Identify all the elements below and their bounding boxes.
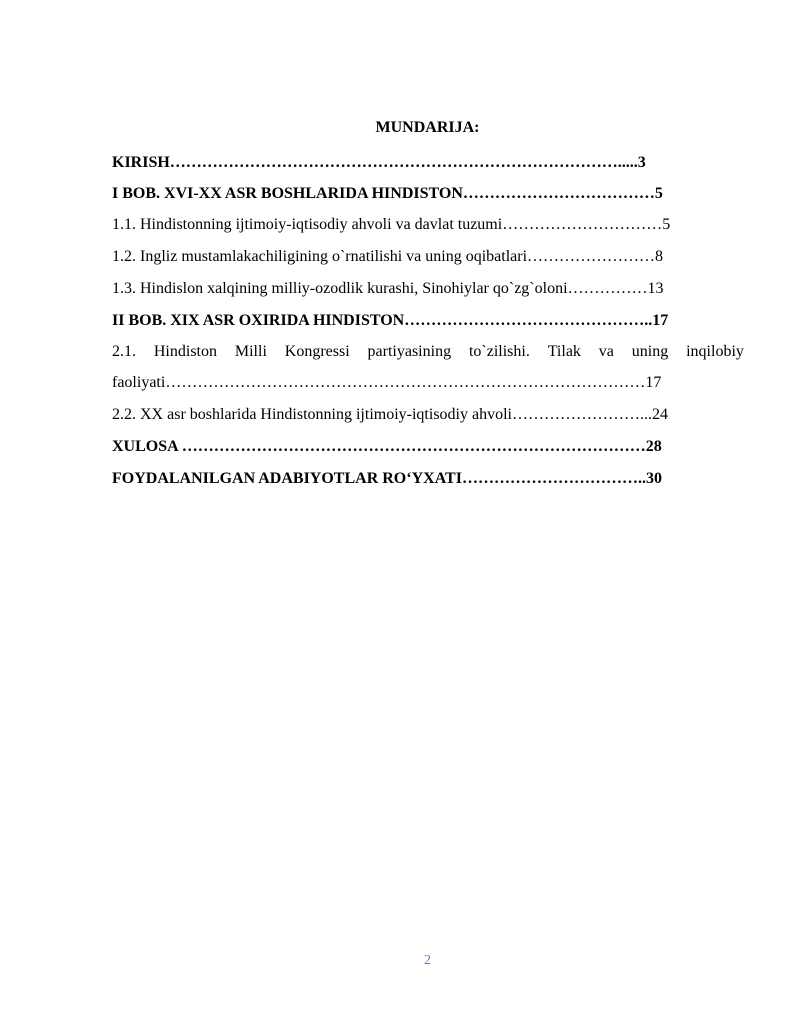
toc-entry-1-1: 1.1. Hindistonning ijtimoiy-iqtisodiy ahvoli va davlat tuzumi…………………………5 (112, 216, 671, 233)
toc-word: to`zilishi. (468, 343, 530, 360)
toc-entry-1-2: 1.2. Ingliz mustamlakachiligining o`rnatilishi va uning oqibatlari……………………8 (112, 248, 664, 265)
toc-word: Kongressi (284, 343, 350, 360)
toc-entry-1-3: 1.3. Hindislon xalqining milliy-ozodlik kurashi, Sinohiylar qo`zg`oloni……………13 (112, 280, 664, 297)
toc-word: va (598, 343, 614, 360)
toc-word: Tilak (547, 343, 581, 360)
toc-word: uning (631, 343, 669, 360)
toc-entry-2-1-second-line: faoliyati………………………………………………………………………………17 (112, 374, 662, 391)
toc-entry-chapter-1: I BOB. XVI-XX ASR BOSHLARIDA HINDISTON………………………………5 (112, 185, 663, 202)
toc-word: inqilobiy (686, 343, 744, 360)
toc-entry-2-2: 2.2. XX asr boshlarida Hindistonning ijtimoiy-iqtisodiy ahvoli……………………...24 (112, 406, 668, 423)
toc-entry-xulosa: XULOSA ……………………………………………………………………………28 (112, 438, 662, 455)
page-number: 2 (424, 953, 431, 968)
toc-entry-references: FOYDALANILGAN ADABIYOTLAR RO‘YXATI……………………………..30 (112, 470, 662, 487)
toc-word: Milli (234, 343, 267, 360)
toc-heading: MUNDARIJA: (375, 119, 480, 136)
toc-word: 2.1. (112, 343, 136, 360)
toc-word: Hindiston (153, 343, 217, 360)
toc-entry-chapter-2: II BOB. XIX ASR OXIRIDA HINDISTON………………………………………..17 (112, 312, 669, 329)
toc-entry-2-1-first-line (112, 342, 744, 362)
toc-word: partiyasining (367, 343, 452, 360)
toc-entry-kirish: KIRISH………………………………………………………………………….....3 (112, 154, 646, 171)
